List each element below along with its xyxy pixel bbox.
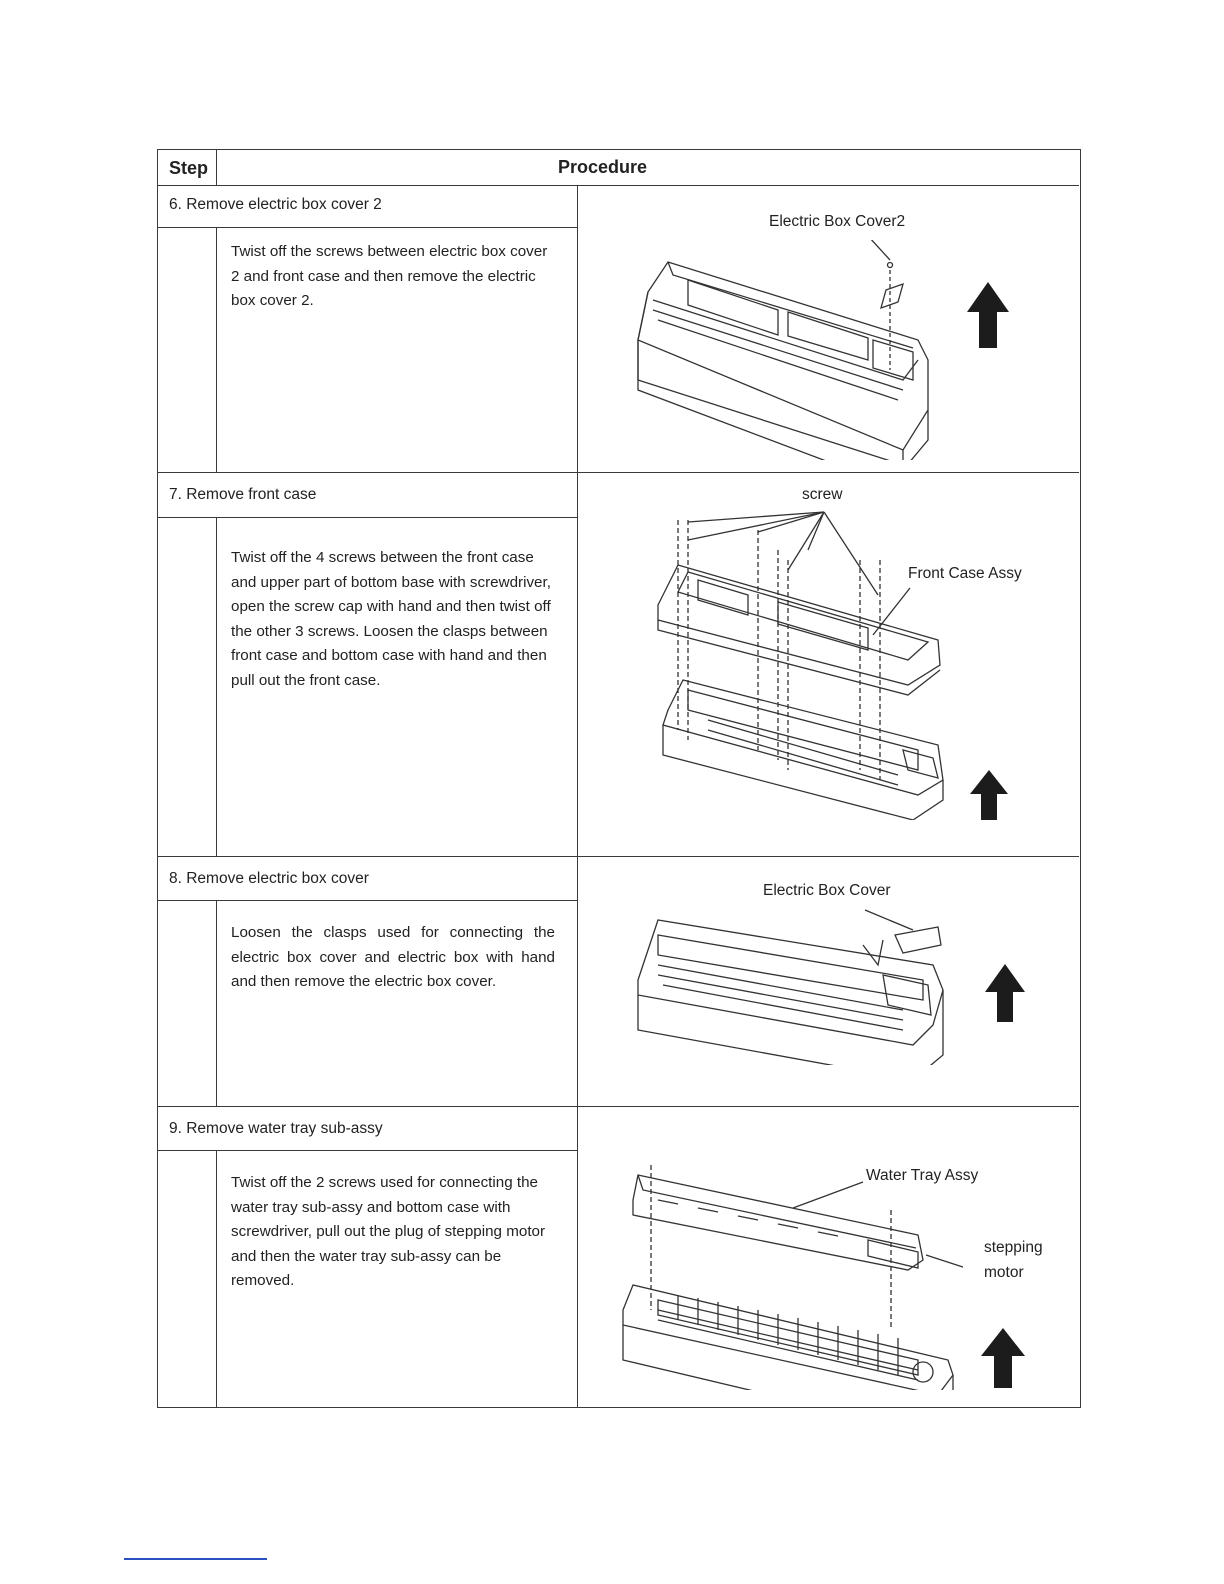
step-9-figure	[618, 1160, 963, 1390]
step-6-title: 6. Remove electric box cover 2	[169, 196, 382, 213]
step-9-title: 9. Remove water tray sub-assy	[169, 1120, 383, 1137]
procedure-header: Procedure	[558, 157, 648, 177]
electric-box-cover2-label: Electric Box Cover2	[769, 213, 906, 230]
electric-box-cover-label: Electric Box Cover	[763, 882, 891, 899]
footnote-separator	[124, 1558, 267, 1560]
up-arrow-icon	[970, 770, 1008, 820]
up-arrow-icon	[981, 1328, 1025, 1388]
screw-label: screw	[802, 486, 843, 503]
step-8-title: 8. Remove electric box cover	[169, 870, 369, 887]
front-case-assy-label: Front Case Assy	[908, 565, 1022, 582]
motor-label: motor	[984, 1264, 1024, 1281]
stepping-label: stepping	[984, 1239, 1043, 1256]
procedure-table	[157, 149, 1081, 1408]
step-6-description: Twist off the screws between electric box cover 2 and front case and then remove the electric box cover 2.	[231, 243, 548, 309]
step-6-figure	[628, 240, 948, 460]
up-arrow-icon	[967, 282, 1009, 348]
step-7-description: Twist off the 4 screws between the front case and upper part of bottom base with screwdriver, open the screw cap with hand and then twist off the other 3 screws. Loosen the clasps between front case and bottom case with hand and then pull out the front case.	[231, 549, 551, 689]
water-tray-assy-label: Water Tray Assy	[866, 1167, 979, 1184]
up-arrow-icon	[985, 964, 1025, 1022]
step-header: Step	[169, 158, 209, 178]
step-7-title: 7. Remove front case	[169, 486, 317, 503]
step-8-figure	[633, 905, 953, 1065]
step-7-figure	[648, 510, 948, 820]
step-8-description: Loosen the clasps used for connecting the electric box cover and electric box with hand and then remove the electric box cover.	[231, 924, 555, 990]
step-9-description: Twist off the 2 screws used for connecting the water tray sub-assy and bottom case with screwdriver, pull out the plug of stepping motor and then the water tray sub-assy can be removed.	[231, 1174, 546, 1289]
